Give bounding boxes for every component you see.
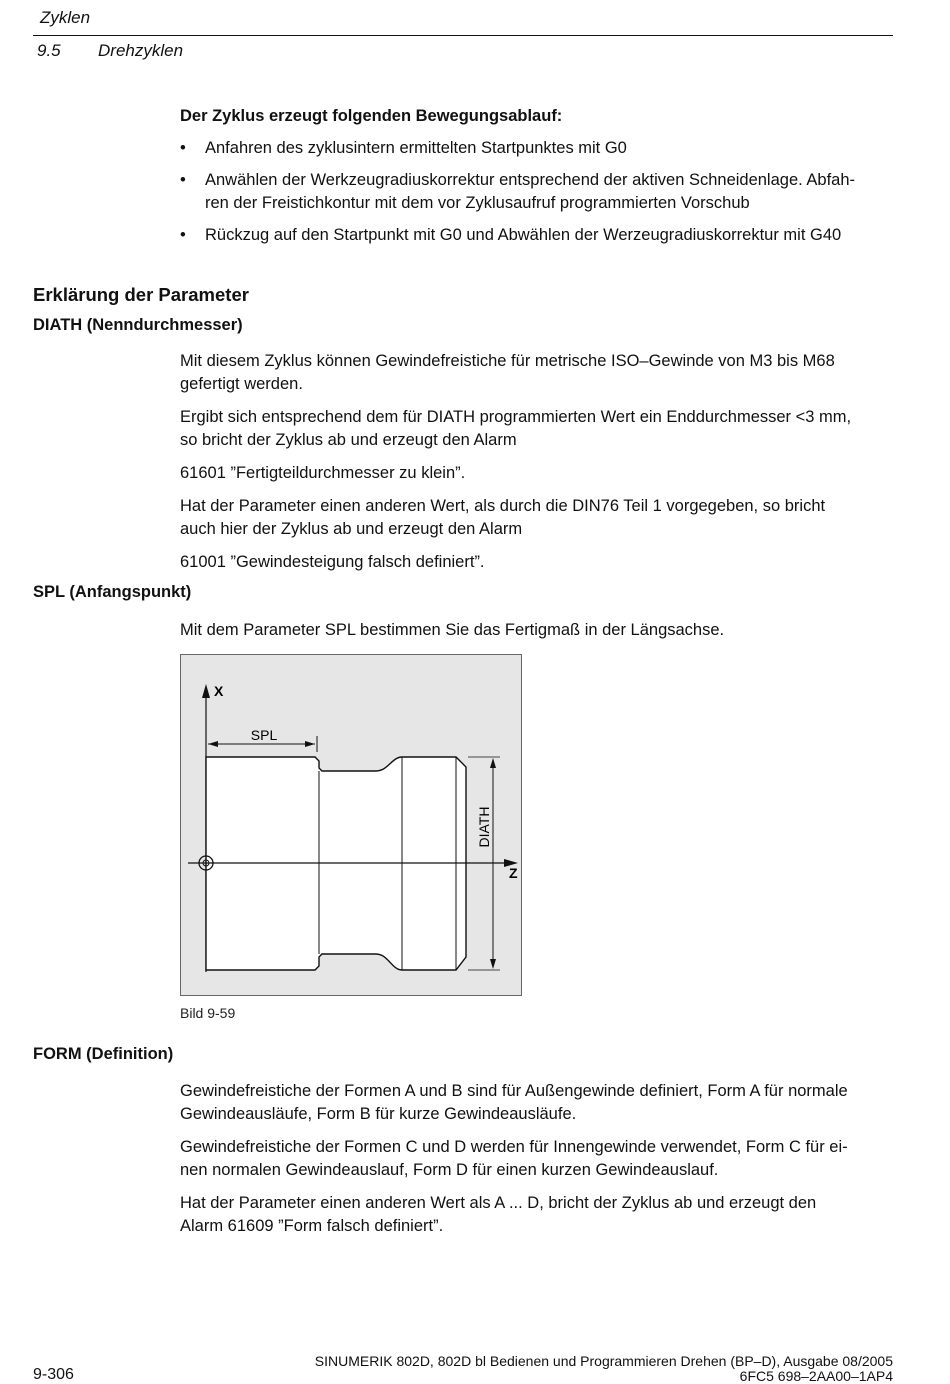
diath-description <box>180 350 892 584</box>
list-item: • Anwählen der Werkzeugradiuskorrektur entsprechend der aktiven Schneidenlage. Abfah- ren der Freistichkontur mit dem vor Zyklusaufruf programmierten Vorschub <box>180 171 856 212</box>
motion-section <box>180 105 892 256</box>
form-label: FORM (Definition) <box>33 1045 174 1063</box>
bullet-icon: • <box>180 226 186 244</box>
diath-dimension-label: DIATH <box>476 806 492 848</box>
motion-list <box>180 137 892 247</box>
paragraph: Mit diesem Zyklus können Gewindefreistiche für metrische ISO–Gewinde von M3 bis M68 gefertigt werden. <box>180 352 835 393</box>
list-item: • Rückzug auf den Startpunkt mit G0 und Abwählen der Werzeugradiuskorrektur mit G40 <box>180 224 892 247</box>
header-rule <box>33 35 893 36</box>
paragraph: Ergibt sich entsprechend dem für DIATH programmierten Wert ein Enddurchmesser <3 mm, so bricht der Zyklus ab und erzeugt den Alarm <box>180 408 852 449</box>
figure-caption: Bild 9-59 <box>180 1005 236 1021</box>
chapter-title: Zyklen <box>40 8 91 27</box>
page-number: 9-306 <box>33 1366 74 1383</box>
paragraph: Hat der Parameter einen anderen Wert, als durch die DIN76 Teil 1 vorgegeben, so bricht auch hier der Zyklus ab und erzeugt den Alarm <box>180 497 826 538</box>
alarm-text: 61601 ”Fertigteildurchmesser zu klein”. <box>180 464 466 482</box>
bullet-icon: • <box>180 171 186 189</box>
section-number: 9.5 <box>37 41 61 60</box>
form-description <box>180 1080 892 1248</box>
diath-label: DIATH (Nenndurchmesser) <box>33 316 243 334</box>
spl-description: Mit dem Parameter SPL bestimmen Sie das Fertigmaß in der Längsachse. <box>180 621 725 639</box>
x-axis-label: X <box>214 683 224 699</box>
list-item: • Anfahren des zyklusintern ermittelten Startpunktes mit G0 <box>180 137 892 160</box>
spl-label: SPL (Anfangspunkt) <box>33 583 192 601</box>
footer-order-number: 6FC5 698–2AA00–1AP4 <box>739 1368 893 1384</box>
bullet-icon: • <box>180 139 186 157</box>
footer-product-line: SINUMERIK 802D, 802D bl Bedienen und Programmieren Drehen (BP–D), Ausgabe 08/2005 <box>314 1353 893 1369</box>
paragraph: Gewindefreistiche der Formen C und D werden für Innengewinde verwendet, Form C für ei- nen normalen Gewindeauslauf, Form D für einen kurzen Gewindeauslauf. <box>180 1138 848 1179</box>
spl-figure <box>180 654 524 998</box>
section-title: Drehzyklen <box>98 41 184 60</box>
params-heading: Erklärung der Parameter <box>33 284 249 305</box>
spl-dimension-label: SPL <box>250 727 278 743</box>
paragraph: Hat der Parameter einen anderen Wert als A ... D, bricht der Zyklus ab und erzeugt den Alarm 61609 ”Form falsch definiert”. <box>180 1194 817 1235</box>
motion-heading: Der Zyklus erzeugt folgenden Bewegungsablauf: <box>180 107 563 125</box>
paragraph: Gewindefreistiche der Formen A und B sind für Außengewinde definiert, Form A für normale Gewindeausläufe, Form B für kurze Gewindeausläufe. <box>180 1082 848 1123</box>
z-axis-label: Z <box>509 865 518 881</box>
alarm-text: 61001 ”Gewindesteigung falsch definiert”. <box>180 553 485 571</box>
